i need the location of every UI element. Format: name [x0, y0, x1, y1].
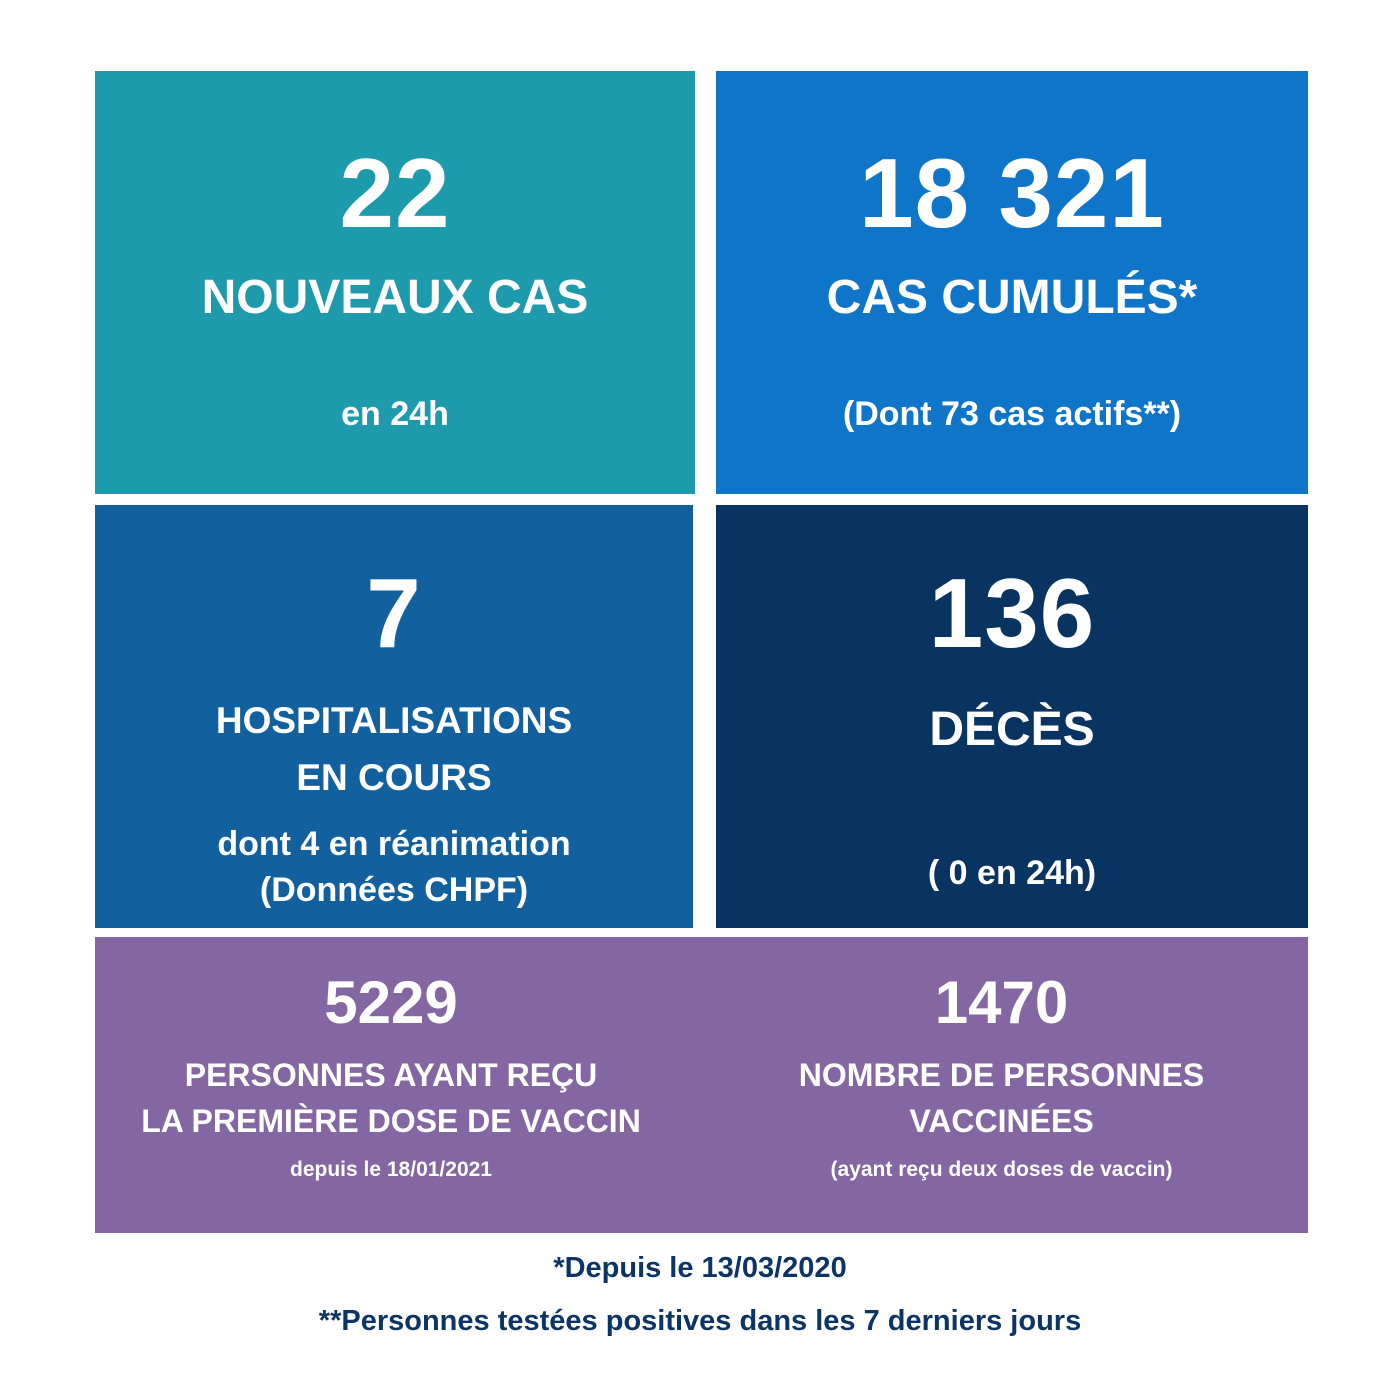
hospitalisations-value: 7 [366, 558, 422, 668]
deaths-value: 136 [928, 558, 1096, 668]
first-dose-sub: depuis le 18/01/2021 [290, 1158, 492, 1181]
new-cases-label: NOUVEAUX CAS [201, 271, 589, 324]
vaccinated-label-line1: NOMBRE DE PERSONNES [798, 1057, 1205, 1093]
hospitalisations-tile [95, 505, 693, 928]
first-dose-section [95, 937, 687, 1233]
cumulative-cases-sub: (Dont 73 cas actifs**) [842, 395, 1182, 433]
vaccinated-sub: (ayant reçu deux doses de vaccin) [830, 1158, 1173, 1181]
footnote-line2: **Personnes testées positives dans les 7 derniers jours [318, 1305, 1082, 1337]
first-dose-label-line1: PERSONNES AYANT REÇU [184, 1057, 598, 1093]
deaths-sub: ( 0 en 24h) [927, 854, 1097, 892]
hospitalisations-sub-line2: (Données CHPF) [259, 871, 529, 909]
new-cases-value: 22 [339, 138, 451, 248]
cumulative-cases-value: 18 321 [859, 138, 1165, 248]
cumulative-cases-tile [716, 71, 1308, 494]
first-dose-label-line2: LA PREMIÈRE DOSE DE VACCIN [141, 1103, 641, 1139]
vaccinated-value: 1470 [934, 969, 1069, 1036]
hospitalisations-label-line1: HOSPITALISATIONS [215, 700, 573, 741]
new-cases-tile [95, 71, 695, 494]
vaccinated-section [695, 937, 1308, 1233]
cumulative-cases-label: CAS CUMULÉS* [826, 271, 1198, 324]
vaccination-tile [95, 937, 1308, 1233]
footnote-line1: *Depuis le 13/03/2020 [553, 1252, 847, 1284]
deaths-label: DÉCÈS [929, 703, 1095, 756]
hospitalisations-sub-line1: dont 4 en réanimation [217, 825, 571, 863]
vaccinated-label-line2: VACCINÉES [909, 1103, 1094, 1139]
deaths-tile [716, 505, 1308, 928]
new-cases-sub: en 24h [341, 395, 449, 433]
hospitalisations-label-line2: EN COURS [296, 757, 492, 798]
first-dose-value: 5229 [324, 969, 458, 1036]
